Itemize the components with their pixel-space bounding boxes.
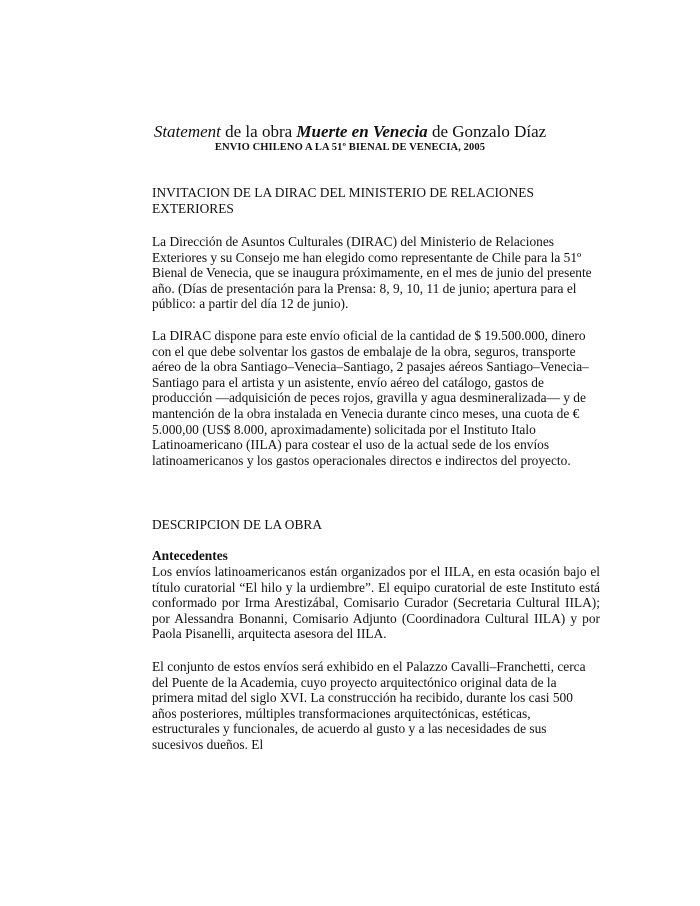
section-description-heading — [152, 517, 600, 533]
paragraph: Los envíos latinoamericanos están organizados por el IILA, en esta ocasión bajo el título curatorial “El hilo y la urdiembre”. El equipo curatorial de este Instituto está conformado por Irma Arestizábal, Comisario Curador (Secretaria Cultural IILA); por Alessandra Bonanni, Comisario Adjunto (Coordinadora Cultural IILA) y por Paola Pisanelli, arquitecta asesora del IILA. — [152, 564, 600, 642]
paragraph: El conjunto de estos envíos será exhibido en el Palazzo Cavalli–Franchetti, cerca del Puente de la Academia, cuyo proyecto arquitectónico original data de la primera mitad del siglo XVI. La construcción ha recibido, durante los casi 500 años posteriores, múltiples transformaciones arquitectónicas, estéticas, estructurales y funcionales, de acuerdo al gusto y a las necesidades de sus sucesivos dueños. El — [152, 659, 586, 752]
document-subtitle: ENVIO CHILENO A LA 51º BIENAL DE VENECIA, 2005 — [214, 142, 486, 153]
title-mid: de la obra — [220, 122, 297, 141]
section-heading: INVITACION DE LA DIRAC DEL MINISTERIO DE RELACIONES EXTERIORES — [152, 185, 534, 216]
paragraph: La DIRAC dispone para este envío oficial de la cantidad de $ 19.500.000, dinero con el que debe solventar los gastos de embalaje de la obra, seguros, transporte aéreo de la obra Santiago–Venecia–Santiago, 2 pasajes aéreos Santiago–Venecia–Santiago para el artista y un asistente, envío aéreo del catálogo, gastos de producción —adquisición de peces rojos, gravilla y agua desmineralizada— y de mantención de la obra instalada en Venecia durante cinco meses, una cuota de € 5.000,00 (US$ 8.000, aproximadamente) solicitada por el Instituto Italo Latinoamericano (IILA) para costear el uso de la actual sede de los envíos latinoamericanos y los gastos operacionales directos e indirectos del proyecto. — [152, 328, 589, 468]
title-statement: Statement — [153, 122, 221, 141]
title-end: de Gonzalo Díaz — [427, 122, 547, 141]
section-description-paragraph-1 — [152, 564, 600, 642]
section-invitation-paragraph-2 — [152, 328, 600, 468]
section-description-paragraph-2 — [152, 659, 600, 753]
section-invitation-paragraph-1 — [152, 234, 600, 312]
subheading: Antecedentes — [152, 548, 228, 563]
paragraph: La Dirección de Asuntos Culturales (DIRAC) del Ministerio de Relaciones Exteriores y su Consejo me han elegido como representante de Chile para la 51º Bienal de Venecia, que se inaugura próximamente, en el mes de junio del presente año. (Días de presentación para la Prensa: 8, 9, 10, 11 de junio; apertura para el público: a partir del día 12 de junio). — [152, 234, 592, 312]
section-description-subheading — [152, 548, 600, 564]
section-heading: DESCRIPCION DE LA OBRA — [152, 517, 323, 532]
document-title — [0, 122, 700, 142]
title-work: Muerte en Venecia — [296, 122, 428, 141]
section-invitation-heading — [152, 185, 600, 216]
